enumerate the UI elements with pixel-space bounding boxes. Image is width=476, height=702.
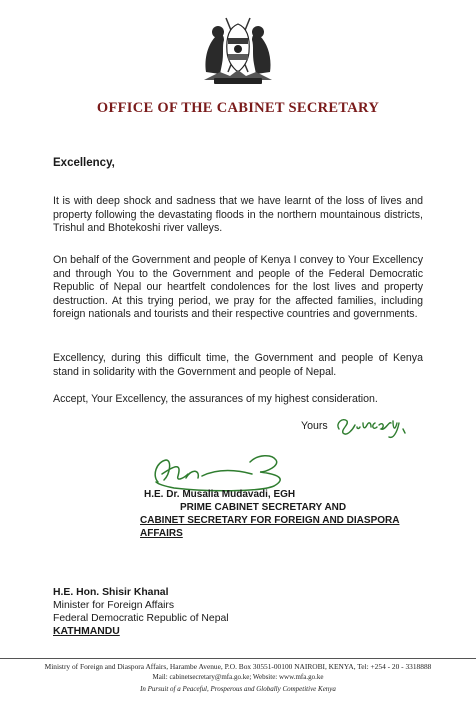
addressee-city: KATHMANDU [53,626,120,637]
handwritten-sincerely [333,407,411,441]
signature-block [140,488,440,540]
footer-divider [0,658,476,659]
closing-text: Yours [301,420,328,432]
addressee-name: H.E. Hon. Shisir Khanal [53,587,169,598]
salutation: Excellency, [53,157,115,169]
coat-of-arms-icon [200,14,276,88]
signatory-title-1: PRIME CABINET SECRETARY AND [180,502,347,513]
office-title: OFFICE OF THE CABINET SECRETARY [96,100,380,116]
paragraph-4: Accept, Your Excellency, the assurances of my highest consideration. [53,393,378,405]
footer-motto: In Pursuit of a Peaceful, Prosperous and Globally Competitive Kenya [140,685,336,693]
addressee-block [53,586,229,638]
paragraph-1: It is with deep shock and sadness that we have learnt of the loss of lives and property following the devastating floods in the northern mountainous districts, Trishul and Bhotekoshi river valleys. [53,195,423,235]
signatory-title-2: CABINET SECRETARY FOR FOREIGN AND DIASPORA AFFAIRS [140,515,400,539]
addressee-country: Federal Democratic Republic of Nepal [53,613,229,624]
footer-address: Ministry of Foreign and Diaspora Affairs, Harambe Avenue, P.O. Box 30551-00100 NAIROBI, KENYA, Tel: +254 - 20 - 3318888 [44,662,432,671]
footer-contact: Mail: cabinetsecretary@mfa.go.ke; Website: www.mfa.go.ke [152,673,324,681]
addressee-role: Minister for Foreign Affairs [53,600,175,611]
paragraph-3: Excellency, during this difficult time, the Government and people of Kenya stand in solidarity with the Government and people of Nepal. [53,352,423,378]
paragraph-2: On behalf of the Government and people of Kenya I convey to Your Excellency and through You to the Government and people of the Federal Democratic Republic of Nepal our heartfelt condolences for the lost lives and property destruction. At this trying period, we pray for the affected families, including foreign nationals and tourists and their respective countries and governments. [53,254,423,321]
signatory-name: H.E. Dr. Musalia Mudavadi, EGH [144,489,296,500]
